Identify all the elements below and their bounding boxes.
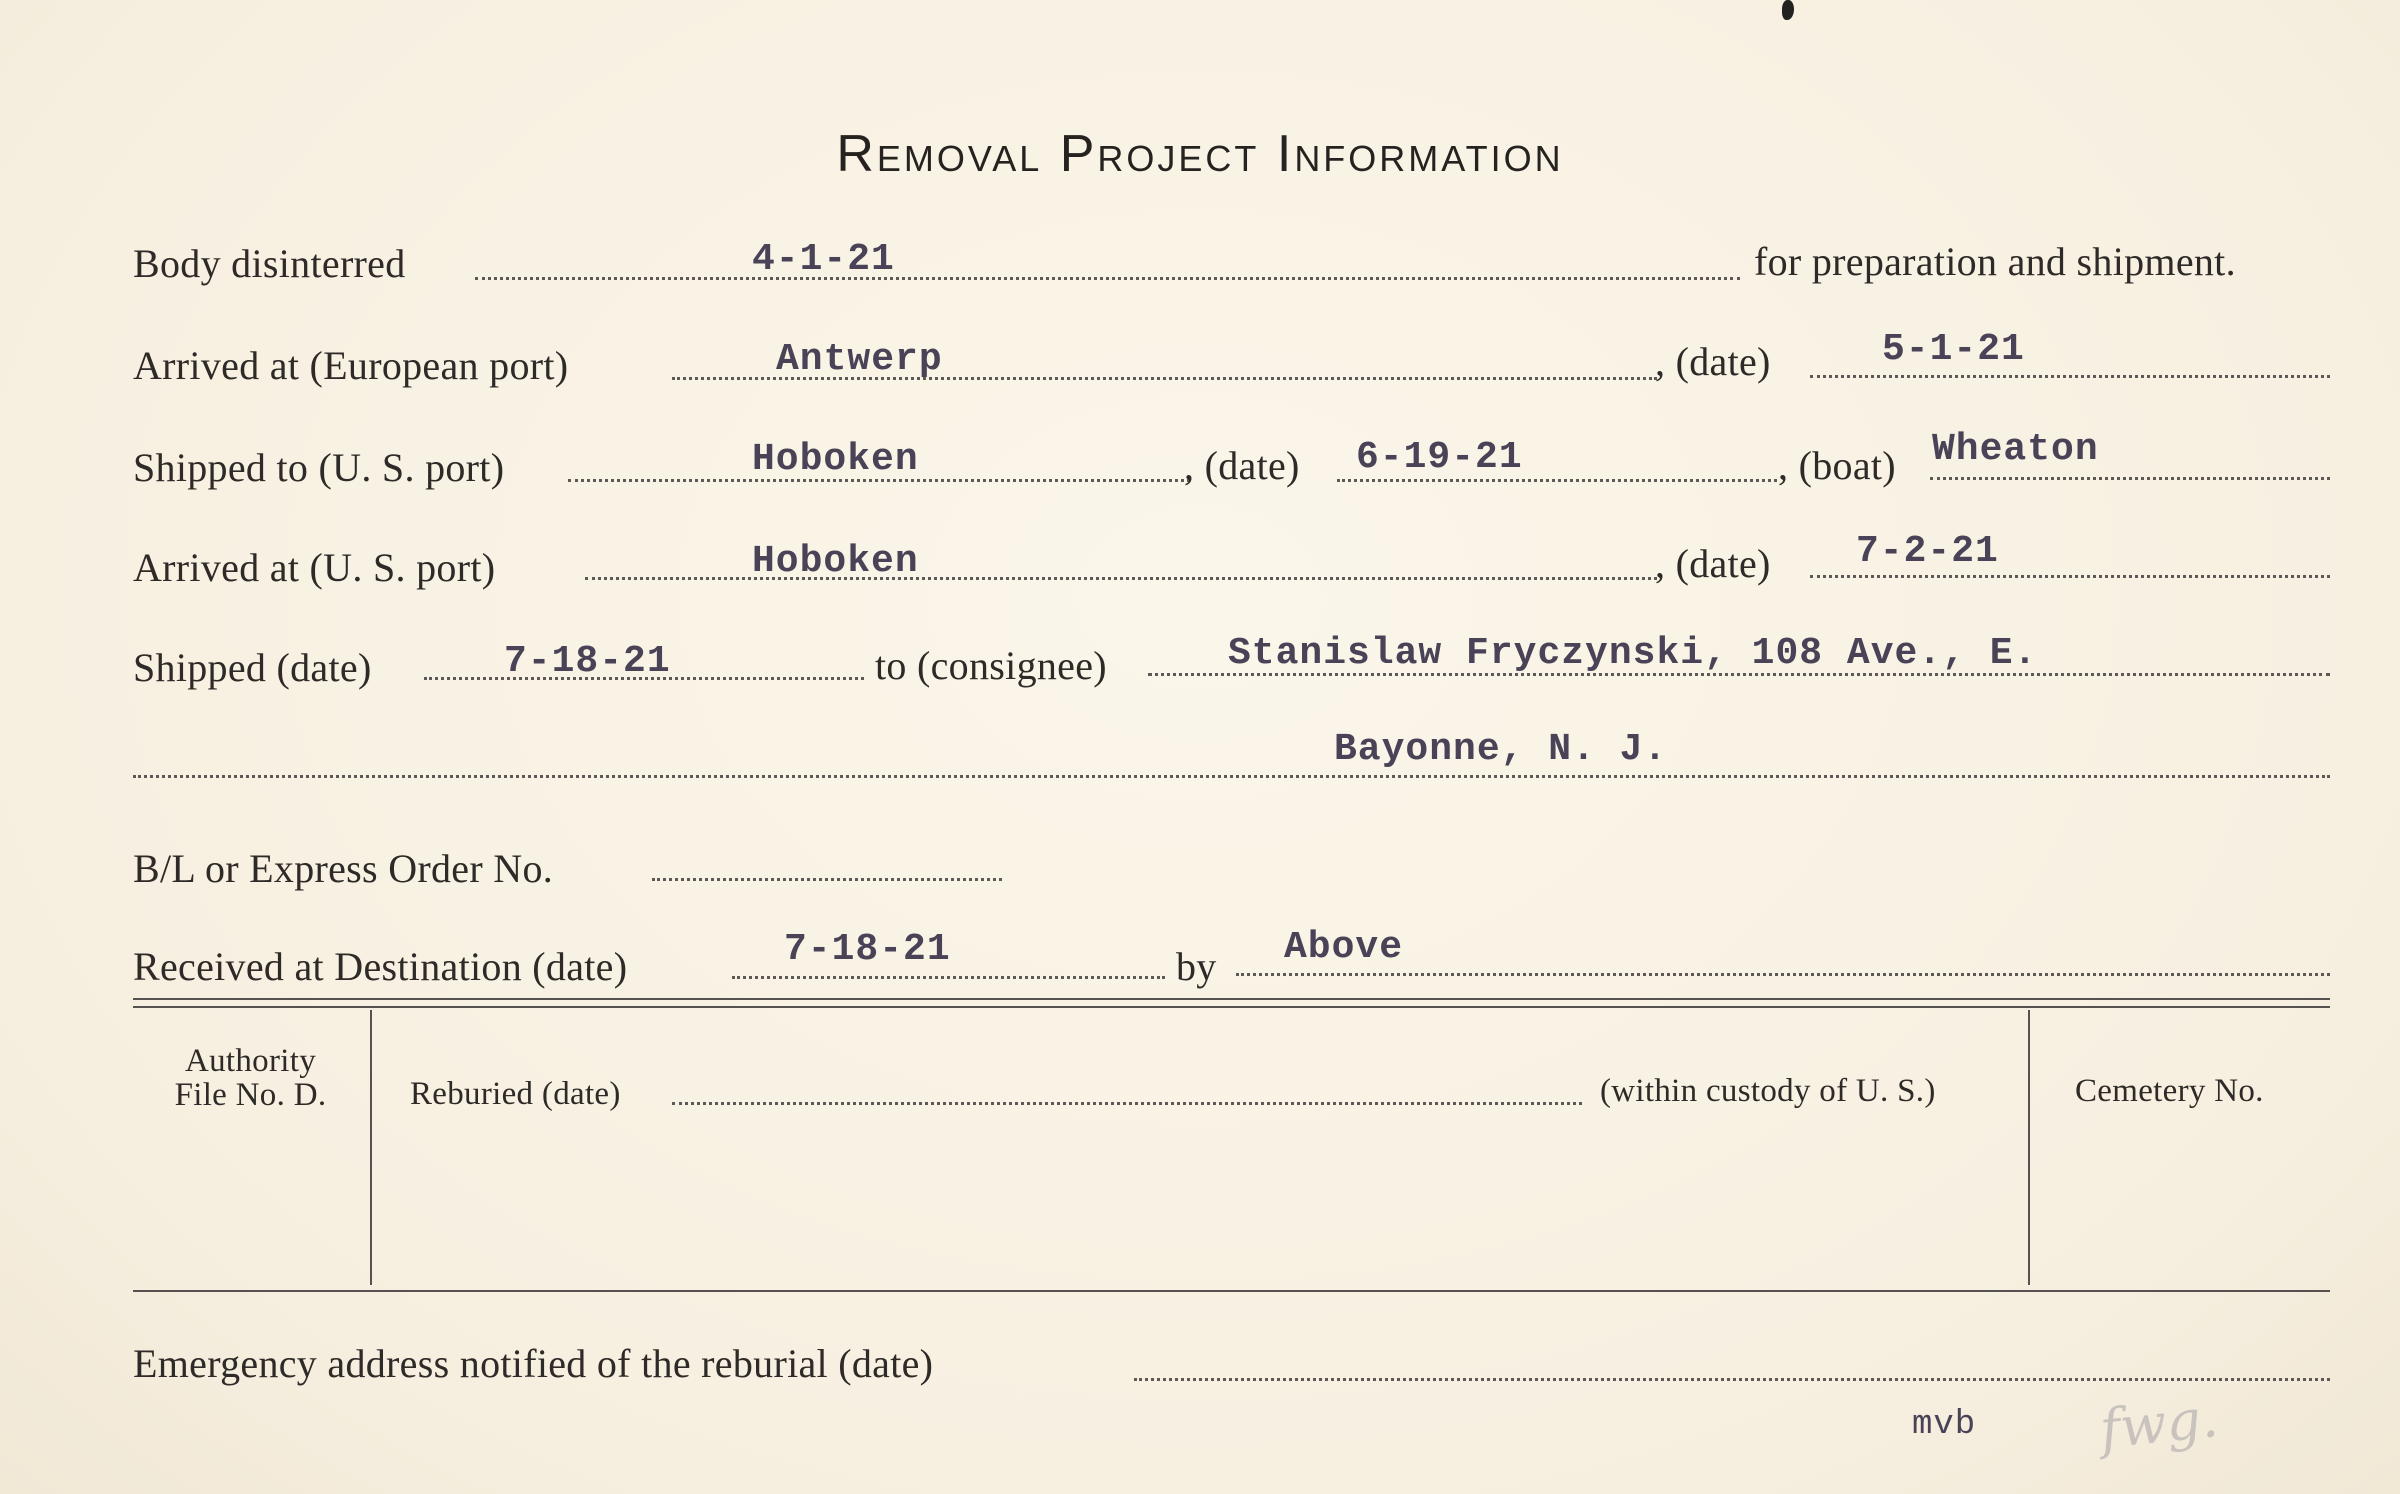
disinterred-date-value: 4-1-21 bbox=[752, 238, 895, 281]
box-divider-right bbox=[2028, 1010, 2030, 1285]
boat-value: Wheaton bbox=[1932, 428, 2099, 471]
arrived-date-line bbox=[1810, 575, 2330, 578]
european-port-value: Antwerp bbox=[776, 338, 943, 381]
arrived-us-port-value: Hoboken bbox=[752, 540, 919, 583]
received-date-line bbox=[732, 976, 1165, 979]
box-bottom-rule bbox=[133, 1290, 2330, 1292]
emergency-date-line bbox=[1134, 1378, 2330, 1381]
received-by-value: Above bbox=[1284, 926, 1404, 969]
received-by-line bbox=[1236, 973, 2330, 976]
to-consignee-label: to (consignee) bbox=[875, 643, 1107, 688]
arrived-date-value: 7-2-21 bbox=[1856, 530, 1999, 573]
arrived-date-label: , (date) bbox=[1655, 541, 1771, 586]
european-date-value: 5-1-21 bbox=[1882, 328, 2025, 371]
boat-label: , (boat) bbox=[1778, 443, 1896, 488]
shipped-consignee-date-label: Shipped (date) bbox=[133, 645, 372, 690]
cemetery-no-label: Cemetery No. bbox=[2075, 1073, 2264, 1109]
arrived-us-port-label: Arrived at (U. S. port) bbox=[133, 545, 496, 590]
preparation-shipment-label: for preparation and shipment. bbox=[1754, 239, 2236, 284]
shipped-us-port-value: Hoboken bbox=[752, 438, 919, 481]
box-top-rule-1 bbox=[133, 998, 2330, 1000]
shipped-consignee-date-value: 7-18-21 bbox=[504, 640, 671, 683]
arrived-european-port-label: Arrived at (European port) bbox=[133, 343, 569, 388]
european-date-label: , (date) bbox=[1655, 339, 1771, 384]
shipped-date-value: 6-19-21 bbox=[1356, 436, 1523, 479]
within-custody-label: (within custody of U. S.) bbox=[1600, 1073, 1936, 1109]
disinterred-date-line bbox=[475, 277, 1740, 280]
emergency-address-label: Emergency address notified of the reburial (date) bbox=[133, 1341, 934, 1386]
box-top-rule-2 bbox=[133, 1006, 2330, 1008]
consignee-line1-value: Stanislaw Fryczynski, 108 Ave., E. bbox=[1228, 632, 2038, 675]
form-title: Removal Project Information bbox=[836, 125, 1564, 183]
bl-express-label: B/L or Express Order No. bbox=[133, 846, 554, 891]
by-label: by bbox=[1176, 944, 1217, 989]
pencil-annotation: fwg. bbox=[2097, 1386, 2221, 1461]
body-disinterred-label: Body disinterred bbox=[133, 241, 406, 286]
reburied-date-label: Reburied (date) bbox=[410, 1076, 621, 1112]
received-date-value: 7-18-21 bbox=[784, 928, 951, 971]
consignee-line2-value: Bayonne, N. J. bbox=[1334, 728, 1668, 771]
arrived-us-port-line bbox=[585, 577, 1657, 580]
authority-label: Authority bbox=[184, 1043, 317, 1079]
european-date-line bbox=[1810, 375, 2330, 378]
shipped-date-line bbox=[1337, 479, 1777, 482]
file-no-label: File No. D. bbox=[174, 1077, 327, 1113]
authority-file-label bbox=[143, 1044, 358, 1112]
bl-express-line bbox=[652, 878, 1002, 881]
clerk-initials: mvb bbox=[1912, 1406, 1977, 1444]
ink-mark bbox=[1782, 0, 1794, 20]
shipped-date-label: , (date) bbox=[1184, 443, 1300, 488]
consignee-line2 bbox=[133, 775, 2330, 778]
box-divider-left bbox=[370, 1010, 372, 1285]
boat-line bbox=[1930, 477, 2330, 480]
received-destination-label: Received at Destination (date) bbox=[133, 944, 628, 989]
shipped-to-us-port-label: Shipped to (U. S. port) bbox=[133, 445, 505, 490]
reburied-date-line bbox=[672, 1102, 1582, 1105]
